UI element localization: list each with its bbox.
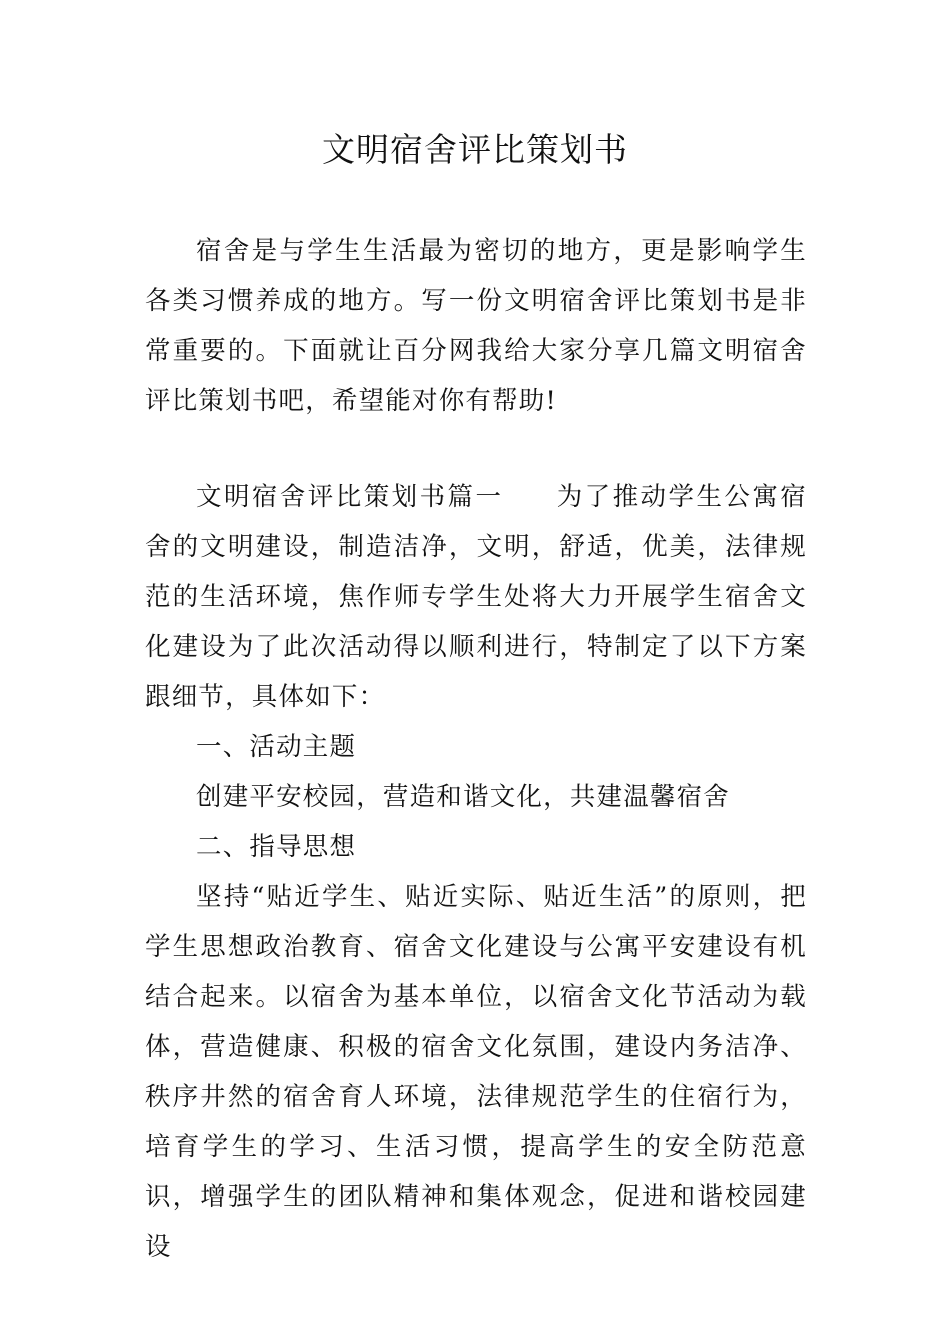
chapter-opening-text: 为了推动学生公寓宿舍的文明建设，制造洁净，文明，舒适，优美，法律规范的生活环境，焦作师专学生处将大力开展学生宿舍文化建设为了此次活动得以顺利进行，特制定了以下方案跟细节，具体如下： (145, 482, 807, 712)
chapter-block (145, 472, 807, 1272)
section2-text: 坚持“贴近学生、贴近实际、贴近生活”的原则，把学生思想政治教育、宿舍文化建设与公寓平安建设有机结合起来。以宿舍为基本单位，以宿舍文化节活动为载体，营造健康、积极的宿舍文化氛围，建设内务洁净、秩序井然的宿舍育人环境，法律规范学生的住宿行为，培育学生的学习、生活习惯，提高学生的安全防范意识，增强学生的团队精神和集体观念，促进和谐校园建设 (145, 882, 807, 1262)
chapter-opening-paragraph (145, 472, 807, 722)
section2-heading: 二、指导思想 (196, 832, 357, 862)
document-title: 文明宿舍评比策划书 (322, 130, 628, 169)
section1-heading: 一、活动主题 (196, 732, 357, 762)
section1-text: 创建平安校园，营造和谐文化，共建温馨宿舍 (196, 782, 731, 812)
intro-paragraph: 宿舍是与学生生活最为密切的地方，更是影响学生各类习惯养成的地方。写一份文明宿舍评比策划书是非常重要的。下面就让百分网我给大家分享几篇文明宿舍评比策划书吧，希望能对你有帮助! (145, 236, 807, 416)
intro-block (145, 226, 807, 426)
chapter-heading: 文明宿舍评比策划书篇一 (196, 482, 504, 512)
